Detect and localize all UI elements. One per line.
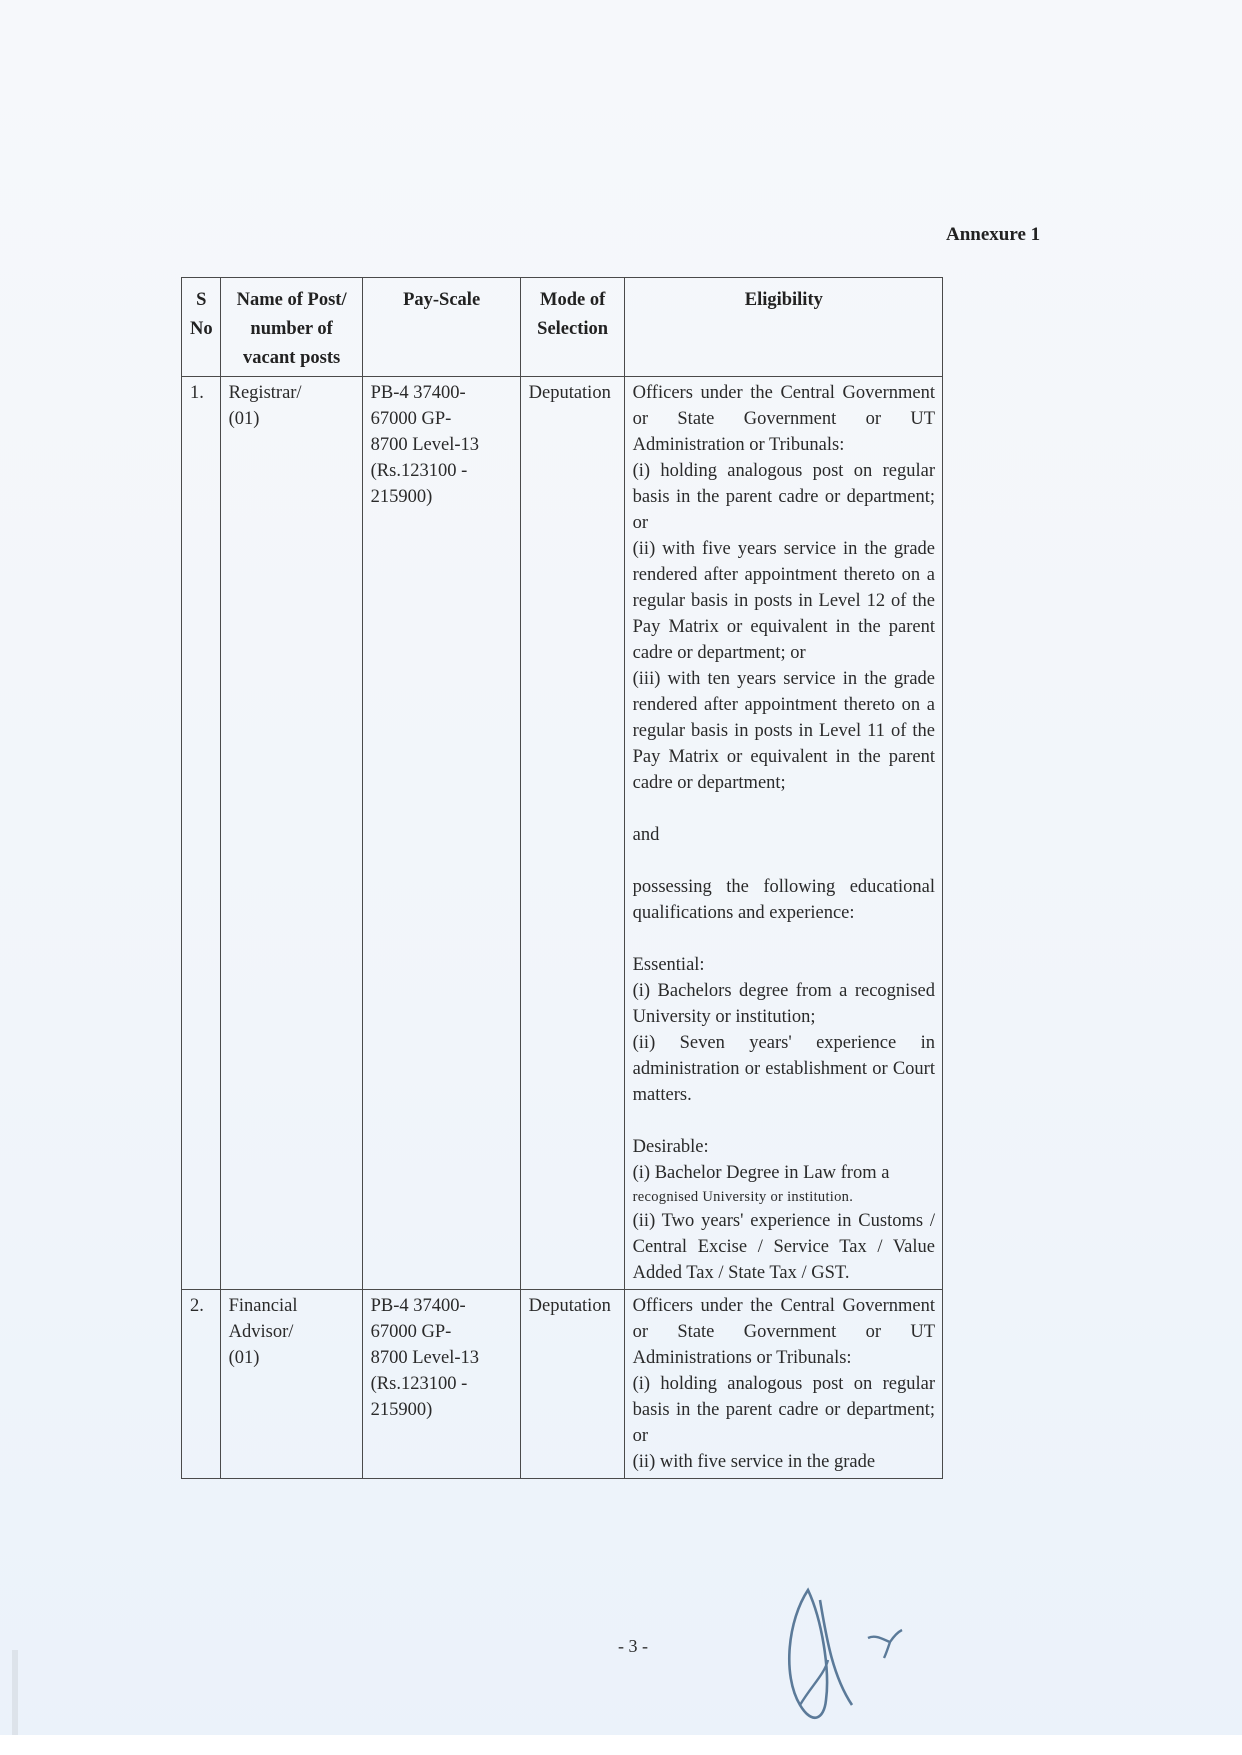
essential-clause-ii: (ii) Seven years' experience in administration or establishment or Court matters.	[632, 1033, 935, 1105]
desirable-label: Desirable:	[632, 1137, 709, 1157]
desirable-clause-i-continued: recognised University or institution.	[632, 1189, 854, 1205]
row-sno: 2.	[182, 1290, 221, 1479]
header-name-of-post: Name of Post/ number of vacant posts	[220, 278, 362, 377]
essential-label: Essential:	[632, 955, 705, 975]
row-pay-scale: PB-4 37400- 67000 GP- 8700 Level-13 (Rs.123100 - 215900)	[362, 1290, 520, 1479]
posts-table	[181, 277, 943, 1479]
signature-icon	[760, 1580, 930, 1740]
page-number: - 3 -	[618, 1636, 648, 1656]
annexure-label: Annexure 1	[946, 224, 1041, 245]
row-eligibility	[624, 1290, 942, 1479]
scan-edge-shadow	[12, 1650, 18, 1735]
row-pay-scale: PB-4 37400- 67000 GP- 8700 Level-13 (Rs.123100 - 215900)	[362, 377, 520, 1290]
row-mode-of-selection: Deputation	[520, 377, 624, 1290]
header-eligibility: Eligibility	[624, 278, 942, 377]
eligibility-intro: Officers under the Central Government or State Government or UT Administration or Tribunals:	[632, 383, 935, 455]
eligibility-clause-ii: (ii) with five years service in the grade rendered after appointment thereto on a regular basis in posts in Level 12 of the Pay Matrix or equivalent in the parent cadre or department; or	[632, 539, 935, 663]
table-row	[182, 377, 943, 1290]
row-sno: 1.	[182, 377, 221, 1290]
eligibility-intro: Officers under the Central Government or State Government or UT Administrations or Tribunals:	[632, 1296, 935, 1368]
table-header-row	[182, 278, 943, 377]
eligibility-clause-ii: (ii) with five service in the grade	[632, 1452, 876, 1472]
row-post-name: Registrar/ (01)	[220, 377, 362, 1290]
eligibility-clause-iii: (iii) with ten years service in the grade rendered after appointment thereto on a regular basis in posts in Level 11 of the Pay Matrix or equivalent in the parent cadre or department;	[632, 669, 935, 793]
scan-bottom-margin	[0, 1735, 1242, 1755]
row-post-name: Financial Advisor/ (01)	[220, 1290, 362, 1479]
header-pay-scale: Pay-Scale	[362, 278, 520, 377]
eligibility-possessing: possessing the following educational qualifications and experience:	[632, 877, 935, 923]
header-sno: S No	[182, 278, 221, 377]
essential-clause-i: (i) Bachelors degree from a recognised University or institution;	[632, 981, 935, 1027]
row-mode-of-selection: Deputation	[520, 1290, 624, 1479]
eligibility-clause-i: (i) holding analogous post on regular basis in the parent cadre or department; or	[632, 1374, 935, 1446]
eligibility-and: and	[632, 825, 660, 845]
desirable-clause-i: (i) Bachelor Degree in Law from a	[632, 1163, 890, 1183]
eligibility-clause-i: (i) holding analogous post on regular basis in the parent cadre or department; or	[632, 461, 935, 533]
desirable-clause-ii: (ii) Two years' experience in Customs / Central Excise / Service Tax / Value Added Tax / State Tax / GST.	[632, 1211, 935, 1283]
table-row	[182, 1290, 943, 1479]
row-eligibility	[624, 377, 942, 1290]
header-mode-of-selection: Mode of Selection	[520, 278, 624, 377]
